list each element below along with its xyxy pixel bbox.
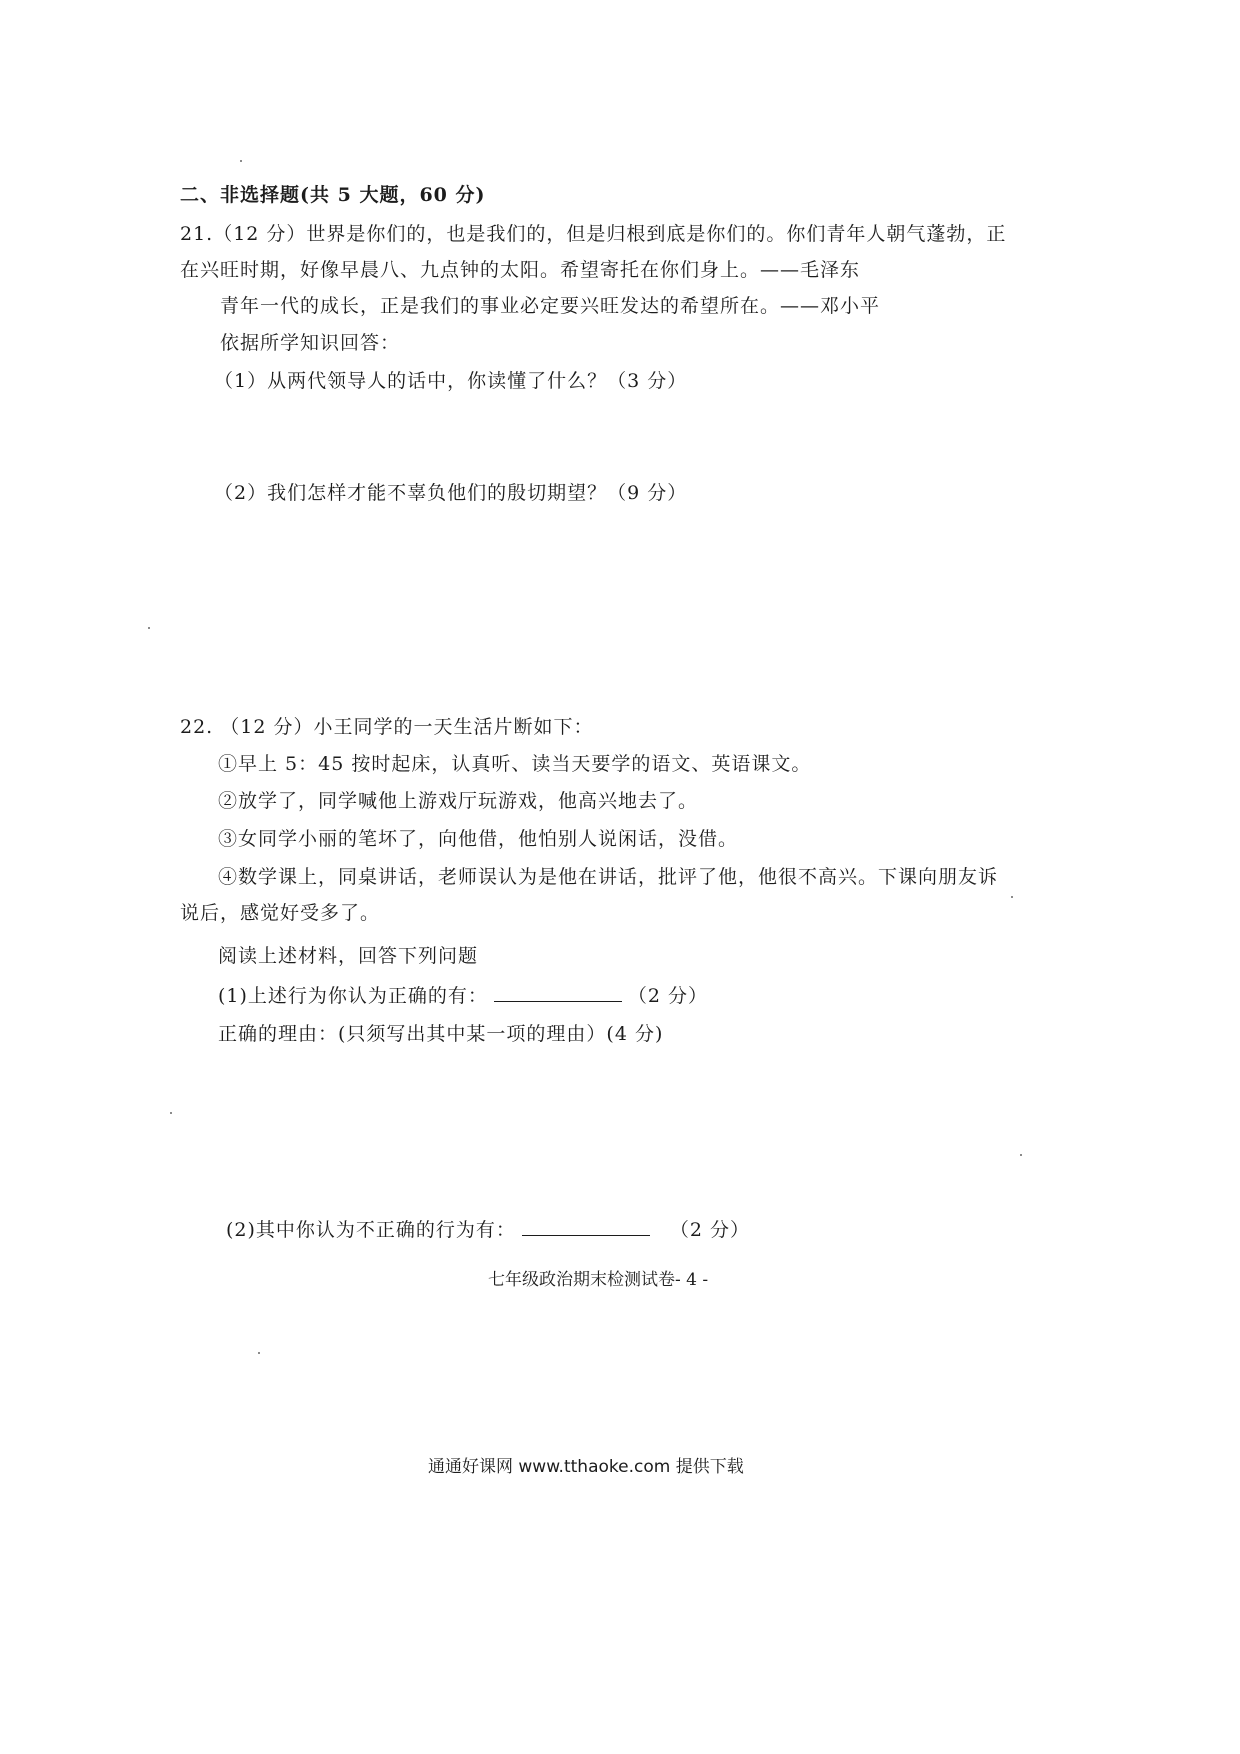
q22-item-4-line-1: ④数学课上，同桌讲话，老师误认为是他在讲话，批评了他，他很不高兴。下课向朋友诉	[218, 866, 999, 888]
answer-blank-1[interactable]	[494, 983, 622, 1002]
q22-item-1: ①早上 5：45 按时起床，认真听、读当天要学的语文、英语课文。	[218, 753, 812, 775]
scan-speck	[258, 1352, 260, 1354]
q22-subquestion-1-text: (1)上述行为你认为正确的有：	[218, 985, 488, 1007]
site-credit: 通通好课网 www.tthaoke.com 提供下载	[428, 1457, 744, 1477]
scan-speck	[170, 1112, 172, 1114]
answer-blank-2[interactable]	[522, 1217, 650, 1236]
q21-prompt: 依据所学知识回答：	[220, 332, 401, 354]
scan-speck	[1011, 896, 1013, 898]
q22-item-2: ②放学了，同学喊他上游戏厅玩游戏，他高兴地去了。	[218, 790, 699, 812]
q21-subquestion-1: （1）从两代领导人的话中，你读懂了什么？（3 分）	[214, 370, 688, 392]
q21-line-2: 在兴旺时期，好像早晨八、九点钟的太阳。希望寄托在你们身上。——毛泽东	[180, 259, 861, 281]
q22-item-3: ③女同学小丽的笔坏了，向他借，他怕别人说闲话，没借。	[218, 828, 739, 850]
q22-subquestion-2-points: （2 分）	[669, 1219, 751, 1241]
q21-subquestion-2: （2）我们怎样才能不辜负他们的殷切期望？（9 分）	[214, 482, 688, 504]
scan-speck	[1020, 1154, 1022, 1156]
page-footer: 七年级政治期末检测试卷- 4 -	[488, 1270, 709, 1290]
q22-subquestion-2	[226, 1217, 750, 1242]
q22-subquestion-1	[218, 983, 708, 1008]
scan-speck	[148, 627, 150, 629]
q21-line-1: 21.（12 分）世界是你们的，也是我们的，但是归根到底是你们的。你们青年人朝气蓬勃，正	[180, 223, 1007, 245]
q22-prompt: 阅读上述材料，回答下列问题	[218, 945, 479, 967]
scan-speck	[240, 160, 242, 162]
q22-subquestion-1-points: （2 分）	[627, 985, 709, 1007]
section-heading: 二、非选择题(共 5 大题，60 分)	[180, 184, 486, 206]
q22-reason: 正确的理由：(只须写出其中某一项的理由）(4 分)	[218, 1023, 664, 1045]
q22-item-4-line-2: 说后，感觉好受多了。	[180, 902, 381, 924]
q22-subquestion-2-text: (2)其中你认为不正确的行为有：	[226, 1219, 516, 1241]
q22-line-1: 22. （12 分）小王同学的一天生活片断如下：	[180, 716, 594, 738]
q21-line-3: 青年一代的成长，正是我们的事业必定要兴旺发达的希望所在。——邓小平	[220, 295, 881, 317]
